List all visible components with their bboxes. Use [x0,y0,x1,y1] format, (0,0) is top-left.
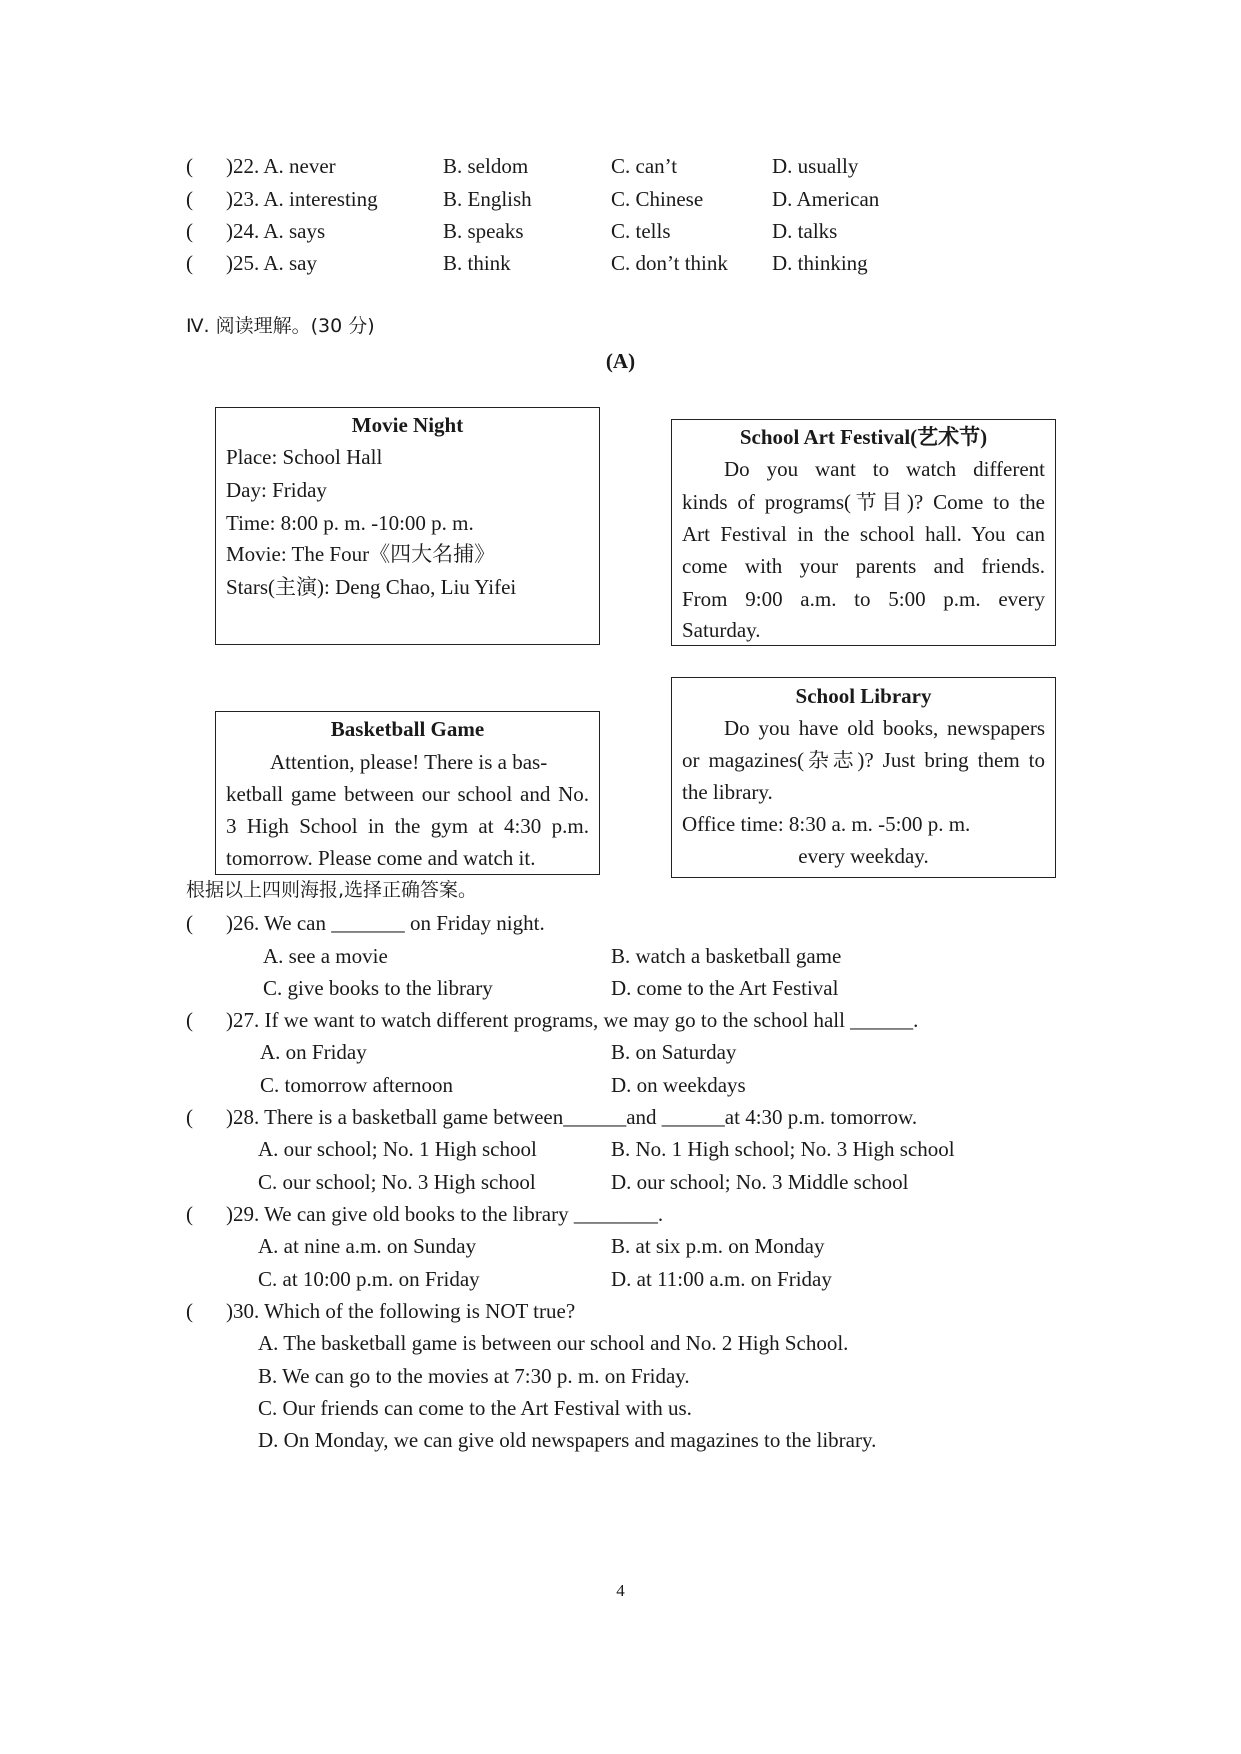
question-24 [0,221,1241,245]
poster-line: 3 High School in the gym at 4:30 p.m. [226,816,589,838]
option-b: B. We can go to the movies at 7:30 p. m. on Friday. [258,1364,690,1388]
question-23 [0,189,1241,213]
answer-paren[interactable]: ( [186,911,193,935]
option-c: C. tomorrow afternoon [260,1073,454,1097]
poster-line: tomorrow. Please come and watch it. [226,846,536,870]
option-b: B. think [443,251,511,275]
option-d: D. usually [772,154,859,178]
question-stem: )22. A. never [226,154,336,178]
question-stem: )27. If we want to watch different programs, we may go to the school hall ______. [226,1008,919,1032]
answer-paren[interactable]: ( [186,219,193,243]
poster-line: Saturday. [682,618,761,642]
instruction: 根据以上四则海报,选择正确答案。 [186,879,478,901]
poster-title: School Library [795,684,932,708]
question-25 [0,253,1241,277]
question-stem: )29. We can give old books to the library ________. [226,1202,664,1226]
question-stem: )25. A. say [226,251,317,275]
poster-line: or magazines(杂志)? Just bring them to [682,750,1045,772]
option-b: B. seldom [443,154,529,178]
option-a: A. at nine a.m. on Sunday [258,1234,477,1258]
poster-line: Place: School Hall [226,445,383,469]
option-d: D. American [772,187,880,211]
poster-line: Attention, please! There is a bas- [270,750,548,774]
option-d: D. come to the Art Festival [611,976,839,1000]
poster-line: the library. [682,780,773,804]
poster-line: Do you have old books, newspapers [724,718,1045,740]
option-d: D. thinking [772,251,868,275]
poster-art-festival [671,419,1056,646]
option-c: C. our school; No. 3 High school [258,1170,536,1194]
option-b: B. English [443,187,532,211]
poster-title: School Art Festival(艺术节) [739,425,988,449]
answer-paren[interactable]: ( [186,251,193,275]
option-c: C. don’t think [611,251,728,275]
option-c: C. tells [611,219,671,243]
option-b: B. speaks [443,219,524,243]
option-a: A. The basketball game is between our school and No. 2 High School. [258,1331,849,1355]
poster-movie-night [215,407,600,645]
option-b: B. at six p.m. on Monday [611,1234,825,1258]
poster-line: come with your parents and friends. [682,556,1045,578]
part-label: (A) [605,349,636,373]
poster-line: Stars(主演): Deng Chao, Liu Yifei [226,575,517,599]
poster-title: Movie Night [351,413,464,437]
poster-title: Basketball Game [330,717,485,741]
option-b: B. watch a basketball game [611,944,842,968]
answer-paren[interactable]: ( [186,1202,193,1226]
option-c: C. Our friends can come to the Art Festival with us. [258,1396,692,1420]
option-d: D. at 11:00 a.m. on Friday [611,1267,832,1291]
answer-paren[interactable]: ( [186,1299,193,1323]
poster-line: Do you want to watch different [724,459,1045,481]
poster-line: Office time: 8:30 a. m. -5:00 p. m. [682,812,971,836]
option-a: A. see a movie [263,944,388,968]
poster-line: From 9:00 a.m. to 5:00 p.m. every [682,589,1045,611]
option-c: C. give books to the library [263,976,493,1000]
question-stem: )24. A. says [226,219,326,243]
poster-line: Movie: The Four《四大名捕》 [226,542,496,566]
option-b: B. No. 1 High school; No. 3 High school [611,1137,955,1161]
answer-paren[interactable]: ( [186,154,193,178]
section-heading: Ⅳ. 阅读理解。(30 分) [186,315,375,337]
option-a: A. our school; No. 1 High school [258,1137,537,1161]
poster-line: Day: Friday [226,478,327,502]
question-stem: )23. A. interesting [226,187,378,211]
option-c: C. at 10:00 p.m. on Friday [258,1267,480,1291]
question-stem: )30. Which of the following is NOT true? [226,1299,576,1323]
poster-line: kinds of programs(节目)? Come to the [682,492,1045,514]
question-stem: )28. There is a basketball game between______and ______at 4:30 p.m. tomorrow. [226,1105,918,1129]
option-c: C. Chinese [611,187,704,211]
option-b: B. on Saturday [611,1040,737,1064]
poster-line: Time: 8:00 p. m. -10:00 p. m. [226,511,474,535]
option-d: D. talks [772,219,838,243]
option-d: D. On Monday, we can give old newspapers and magazines to the library. [258,1428,877,1452]
option-d: D. on weekdays [611,1073,746,1097]
answer-paren[interactable]: ( [186,187,193,211]
poster-line: Art Festival in the school hall. You can [682,524,1045,546]
option-a: A. on Friday [260,1040,367,1064]
answer-paren[interactable]: ( [186,1008,193,1032]
poster-basketball-game [215,711,600,875]
page-number: 4 [616,1581,625,1600]
question-stem: )26. We can _______ on Friday night. [226,911,545,935]
poster-line: every weekday. [798,844,929,868]
answer-paren[interactable]: ( [186,1105,193,1129]
option-c: C. can’t [611,154,678,178]
option-d: D. our school; No. 3 Middle school [611,1170,909,1194]
poster-school-library [671,677,1056,878]
question-22 [0,156,1241,180]
poster-line: ketball game between our school and No. [226,784,589,806]
